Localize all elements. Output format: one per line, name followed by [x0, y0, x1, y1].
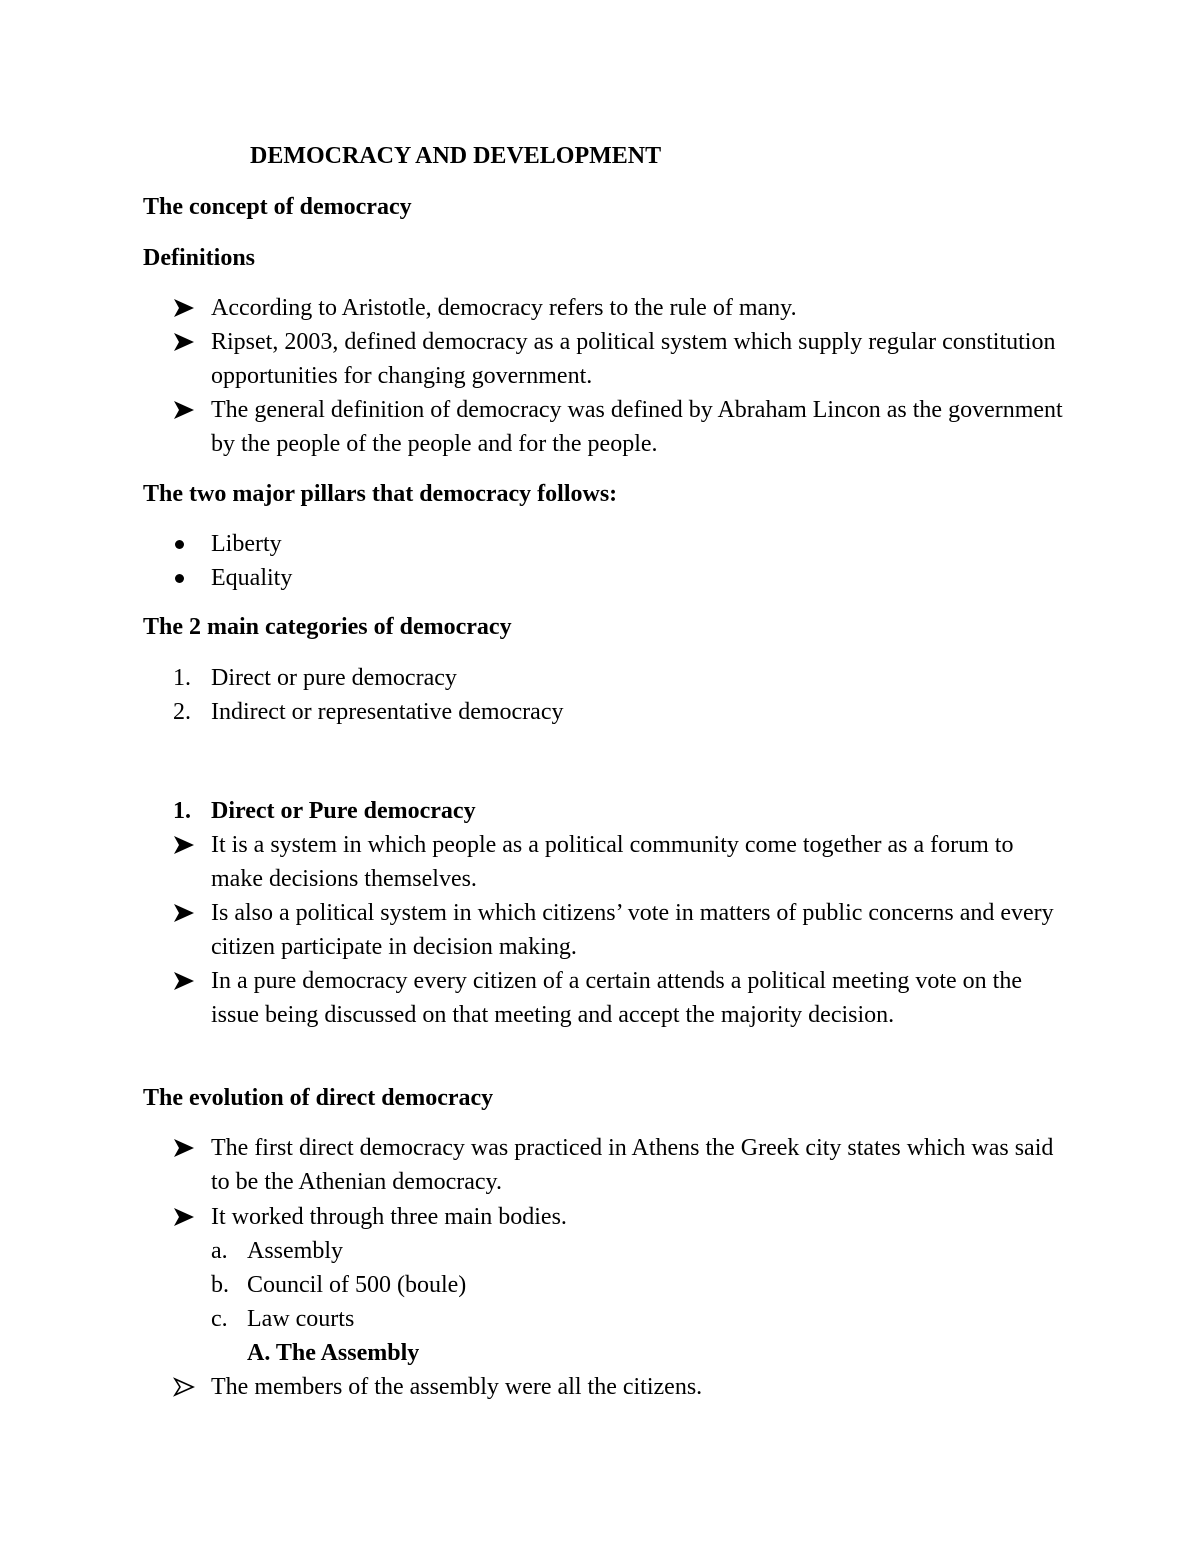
body-text: Assembly [247, 1238, 343, 1264]
evolution-text: The first direct democracy was practiced in Athens the Greek city states which was said to be the Athenian democracy. [211, 1135, 1054, 1195]
direct-text: Is also a political system in which citizens’ vote in matters of public concerns and every citizen participate in decision making. [211, 900, 1054, 960]
definition-item [211, 291, 1071, 325]
assembly-heading: A. The Assembly [247, 1340, 420, 1366]
list-letter: b. [211, 1272, 229, 1298]
body-item [211, 1302, 355, 1336]
definition-text: According to Aristotle, democracy refers to the rule of many. [211, 295, 797, 321]
arrow-bullet-icon [173, 1200, 201, 1227]
evolution-item [211, 1200, 1071, 1234]
categories-heading: The 2 main categories of democracy [143, 614, 512, 640]
definition-text: Ripset, 2003, defined democracy as a political system which supply regular constitution opportunities for changing government. [211, 329, 1056, 389]
list-number: 1. [173, 798, 191, 824]
category-item [173, 661, 1071, 695]
pillars-heading: The two major pillars that democracy follows: [143, 481, 618, 507]
body-text: Council of 500 (boule) [247, 1272, 467, 1298]
pillar-text: Equality [211, 565, 293, 591]
pillar-item [211, 527, 1071, 561]
direct-heading-text: Direct or Pure democracy [211, 798, 476, 824]
direct-text: It is a system in which people as a political community come together as a forum to make decisions themselves. [211, 832, 1014, 892]
assembly-text: The members of the assembly were all the citizens. [211, 1374, 703, 1400]
arrow-bullet-icon [173, 964, 201, 991]
category-text: Direct or pure democracy [211, 665, 457, 691]
arrow-bullet-icon [173, 325, 201, 352]
document-title: DEMOCRACY AND DEVELOPMENT [250, 143, 662, 169]
list-letter: a. [211, 1238, 228, 1264]
assembly-item [211, 1370, 1071, 1404]
dot-bullet-icon [173, 527, 201, 549]
arrow-bullet-icon [173, 291, 201, 318]
body-text: Law courts [247, 1306, 355, 1332]
body-item [211, 1234, 343, 1268]
category-text: Indirect or representative democracy [211, 699, 564, 725]
pillar-item [211, 561, 1071, 595]
arrow-outline-bullet-icon [173, 1370, 201, 1397]
definitions-heading: Definitions [143, 245, 256, 271]
list-number: 2. [173, 699, 191, 725]
arrow-bullet-icon [173, 393, 201, 420]
direct-item [211, 828, 1071, 896]
list-letter: c. [211, 1306, 228, 1332]
direct-heading [173, 794, 1071, 828]
arrow-bullet-icon [173, 828, 201, 855]
pillar-text: Liberty [211, 531, 282, 557]
category-item [173, 695, 1071, 729]
direct-item [211, 896, 1071, 964]
arrow-bullet-icon [173, 1131, 201, 1158]
definition-item [211, 393, 1071, 461]
definition-text: The general definition of democracy was defined by Abraham Lincon as the government by the people of the people and for the people. [211, 397, 1063, 457]
body-item [211, 1268, 467, 1302]
direct-text: In a pure democracy every citizen of a certain attends a political meeting vote on the issue being discussed on that meeting and accept the majority decision. [211, 968, 1022, 1028]
evolution-item [211, 1131, 1071, 1199]
arrow-bullet-icon [173, 896, 201, 923]
concept-heading: The concept of democracy [143, 194, 412, 220]
definition-item [211, 325, 1071, 393]
direct-item [211, 964, 1071, 1032]
evolution-heading: The evolution of direct democracy [143, 1085, 494, 1111]
evolution-text: It worked through three main bodies. [211, 1204, 567, 1230]
list-number: 1. [173, 665, 191, 691]
dot-bullet-icon [173, 561, 201, 583]
